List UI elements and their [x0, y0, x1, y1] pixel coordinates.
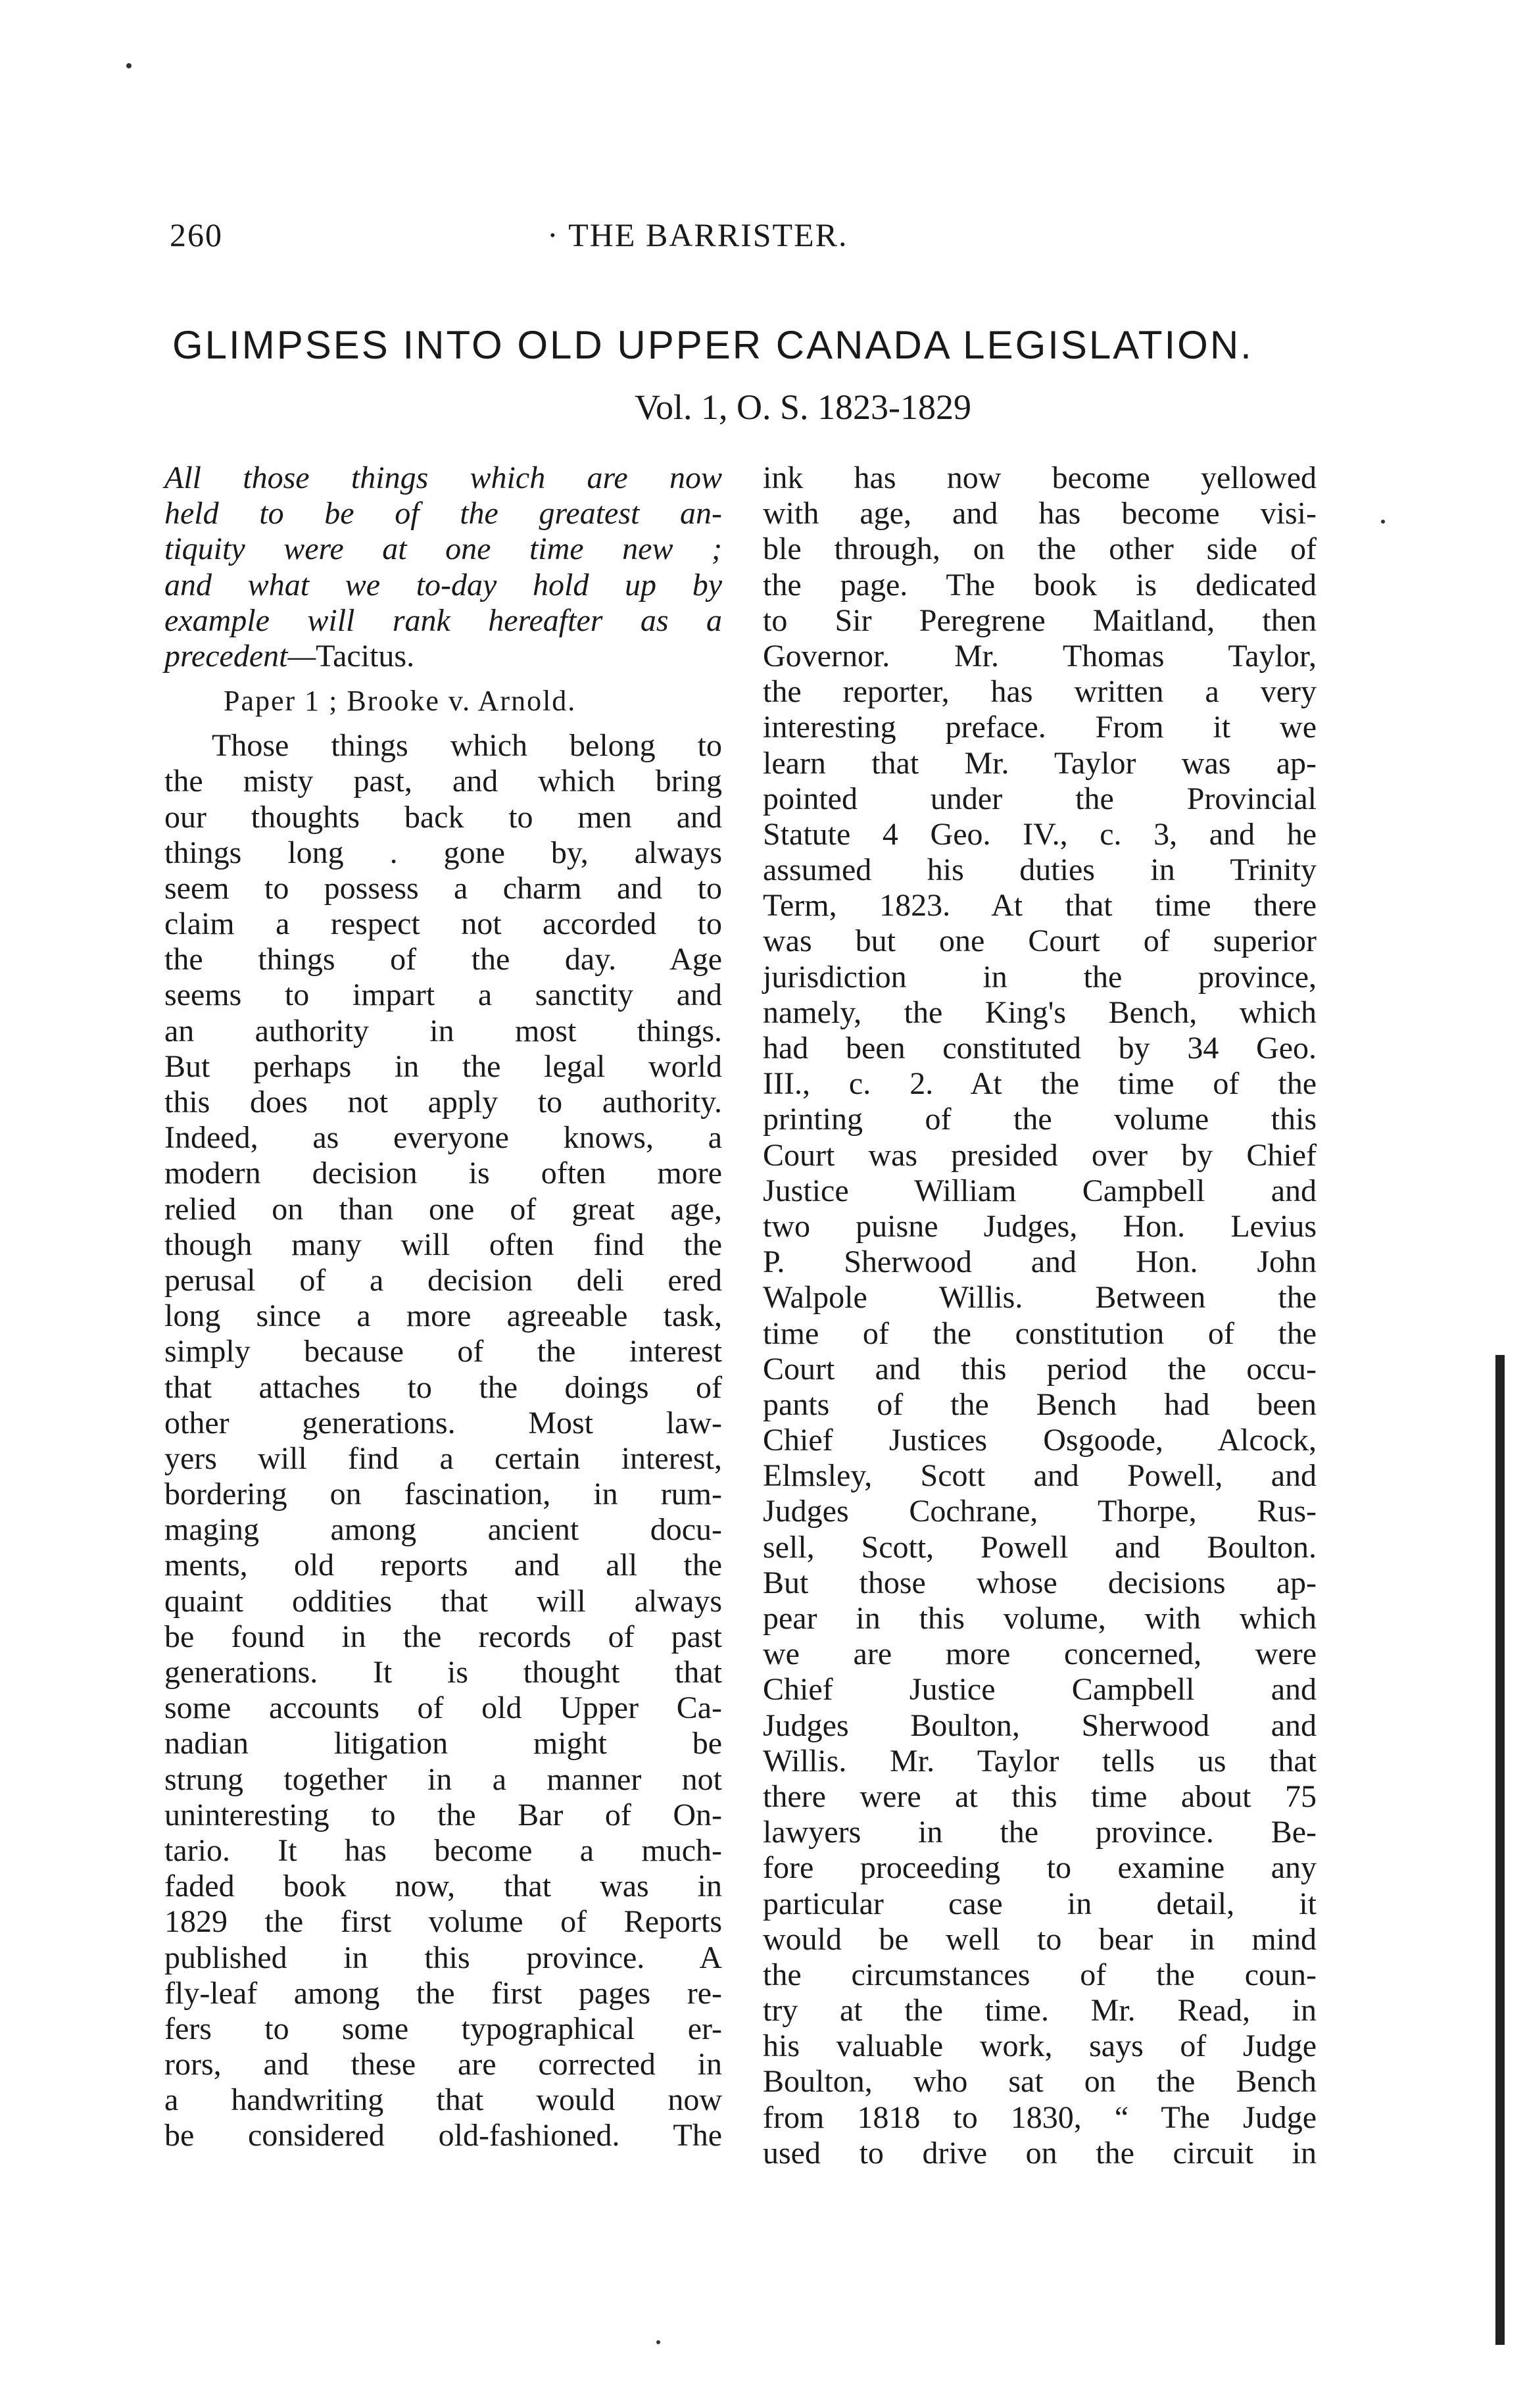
text-line: a handwriting that would now	[164, 2082, 722, 2118]
text-line: claim a respect not accorded to	[164, 906, 722, 942]
text-line: assumed his duties in Trinity	[763, 852, 1317, 888]
text-line: Chief Justice Campbell and	[763, 1672, 1317, 1708]
text-line: But those whose decisions ap-	[763, 1565, 1317, 1600]
text-line: with age, and has become visi-	[763, 496, 1317, 531]
text-line: to Sir Peregrene Maitland, then	[763, 602, 1317, 638]
text-line: pants of the Bench had been	[763, 1387, 1317, 1422]
scan-speck	[126, 63, 132, 68]
right-column	[763, 460, 1317, 2171]
text-line: namely, the King's Bench, which	[763, 995, 1317, 1030]
text-line: Those things which belong to	[212, 728, 722, 764]
text-line: quaint oddities that will always	[164, 1583, 722, 1619]
text-line: used to drive on the circuit in	[763, 2135, 1317, 2171]
text-line: two puisne Judges, Hon. Levius	[763, 1208, 1317, 1244]
text-line: tiquity were at one time new ;	[164, 531, 722, 567]
text-line: Judges Boulton, Sherwood and	[763, 1708, 1317, 1743]
journal-title: · THE BARRISTER.	[547, 216, 848, 253]
text-line: maging among ancient docu-	[164, 1512, 722, 1548]
text-line: Term, 1823. At that time there	[763, 888, 1317, 923]
text-line: from 1818 to 1830, “ The Judge	[763, 2100, 1317, 2135]
text-line: III., c. 2. At the time of the	[763, 1066, 1317, 1102]
text-line: there were at this time about 75	[763, 1779, 1317, 1814]
text-line: P. Sherwood and Hon. John	[763, 1244, 1317, 1280]
text-line: Court and this period the occu-	[763, 1351, 1317, 1387]
text-line: published in this province. A	[164, 1940, 722, 1975]
text-line: yers will find a certain interest,	[164, 1440, 722, 1476]
text-line: uninteresting to the Bar of On-	[164, 1797, 722, 1832]
text-line: we are more concerned, were	[763, 1636, 1317, 1672]
text-line: example will rank hereafter as a	[164, 602, 722, 638]
text-line: was but one Court of superior	[763, 923, 1317, 959]
text-line: try at the time. Mr. Read, in	[763, 1993, 1317, 2028]
text-line: fers to some typographical er-	[164, 2011, 722, 2046]
text-line: faded book now, that was in	[164, 1869, 722, 1904]
article-title: GLIMPSES INTO OLD UPPER CANADA LEGISLATION.	[172, 323, 1253, 367]
text-line: would be well to bear in mind	[763, 1921, 1317, 1957]
text-line: the misty past, and which bring	[164, 764, 722, 799]
text-line: Justice William Campbell and	[763, 1173, 1317, 1208]
scan-speck	[1381, 520, 1385, 524]
right-column-body	[763, 460, 1317, 2171]
text-line: tario. It has become a much-	[164, 1832, 722, 1868]
text-line: be considered old-fashioned. The	[164, 2118, 722, 2153]
text-line: our thoughts back to men and	[164, 799, 722, 835]
text-line: though many will often find the	[164, 1227, 722, 1262]
text-line: jurisdiction in the province,	[763, 959, 1317, 995]
text-line: be found in the records of past	[164, 1619, 722, 1654]
text-line: modern decision is often more	[164, 1156, 722, 1191]
text-line: generations. It is thought that	[164, 1655, 722, 1690]
text-line: ink has now become yellowed	[763, 460, 1317, 495]
paper-heading: Paper 1 ; Brooke v. Arnold.	[224, 685, 577, 718]
text-line: bordering on fascination, in rum-	[164, 1477, 722, 1512]
scan-margin-bar	[1495, 1355, 1505, 2345]
text-line: the circumstances of the coun-	[763, 1957, 1317, 1992]
text-line: fore proceeding to examine any	[763, 1850, 1317, 1886]
text-line: had been constituted by 34 Geo.	[763, 1031, 1317, 1066]
text-line: seems to impart a sanctity and	[164, 977, 722, 1013]
article-subtitle-text: Vol. 1, O. S. 1823-1829	[634, 387, 972, 427]
text-line: Boulton, who sat on the Bench	[763, 2064, 1317, 2100]
text-line: pointed under the Provincial	[763, 781, 1317, 816]
text-line: sell, Scott, Powell and Boulton.	[763, 1529, 1317, 1565]
text-line: particular case in detail, it	[763, 1886, 1317, 1921]
text-line: But perhaps in the legal world	[164, 1048, 722, 1084]
text-line: printing of the volume this	[763, 1102, 1317, 1137]
page-number: 260	[170, 216, 223, 253]
text-line: Chief Justices Osgoode, Alcock,	[763, 1423, 1317, 1458]
text-line: strung together in a manner not	[164, 1761, 722, 1797]
scan-speck	[656, 2340, 660, 2344]
text-line: perusal of a decision deli ered	[164, 1262, 722, 1298]
text-line: Court was presided over by Chief	[763, 1137, 1317, 1173]
epigraph	[164, 460, 722, 674]
text-line: Indeed, as everyone knows, a	[164, 1120, 722, 1156]
text-line: pear in this volume, with which	[763, 1601, 1317, 1636]
text-line: the things of the day. Age	[164, 942, 722, 977]
running-head	[170, 216, 1318, 262]
text-line: the page. The book is dedicated	[763, 567, 1317, 602]
text-line: long since a more agreeable task,	[164, 1298, 722, 1334]
text-line: relied on than one of great age,	[164, 1191, 722, 1227]
text-line: an authority in most things.	[164, 1013, 722, 1048]
left-column-body	[164, 728, 722, 2154]
text-line: All those things which are now	[164, 460, 722, 495]
text-line: Statute 4 Geo. IV., c. 3, and he	[763, 816, 1317, 852]
text-line: interesting preface. From it we	[763, 710, 1317, 745]
epigraph-last-italic: precedent—	[164, 638, 316, 674]
text-line: lawyers in the province. Be-	[763, 1815, 1317, 1850]
text-line: simply because of the interest	[164, 1334, 722, 1369]
article-subtitle	[0, 387, 1527, 428]
text-line: ble through, on the other side of	[763, 531, 1317, 567]
text-line: Walpole Willis. Between the	[763, 1280, 1317, 1315]
text-line: nadian litigation might be	[164, 1726, 722, 1761]
text-line: other generations. Most law-	[164, 1405, 722, 1440]
text-line: Willis. Mr. Taylor tells us that	[763, 1743, 1317, 1779]
text-line: Elmsley, Scott and Powell, and	[763, 1458, 1317, 1494]
epigraph-attribution: Tacitus.	[316, 638, 415, 674]
text-line: fly-leaf among the first pages re-	[164, 1975, 722, 2011]
text-line: his valuable work, says of Judge	[763, 2028, 1317, 2064]
text-line: 1829 the first volume of Reports	[164, 1904, 722, 1940]
text-line: that attaches to the doings of	[164, 1369, 722, 1405]
text-line: the reporter, has written a very	[763, 674, 1317, 710]
epigraph-last-line	[164, 639, 722, 674]
text-line: held to be of the greatest an-	[164, 496, 722, 531]
text-line: and what we to-day hold up by	[164, 567, 722, 602]
text-line: this does not apply to authority.	[164, 1085, 722, 1119]
text-line: rors, and these are corrected in	[164, 2047, 722, 2082]
text-line: some accounts of old Upper Ca-	[164, 1690, 722, 1726]
text-line: ments, old reports and all the	[164, 1548, 722, 1583]
text-line: time of the constitution of the	[763, 1315, 1317, 1351]
text-line: Governor. Mr. Thomas Taylor,	[763, 638, 1317, 674]
text-line: learn that Mr. Taylor was ap-	[763, 745, 1317, 781]
text-line: seem to possess a charm and to	[164, 870, 722, 906]
text-line: Judges Cochrane, Thorpe, Rus-	[763, 1494, 1317, 1529]
text-line: things long . gone by, always	[164, 835, 722, 870]
left-column	[164, 460, 722, 2154]
